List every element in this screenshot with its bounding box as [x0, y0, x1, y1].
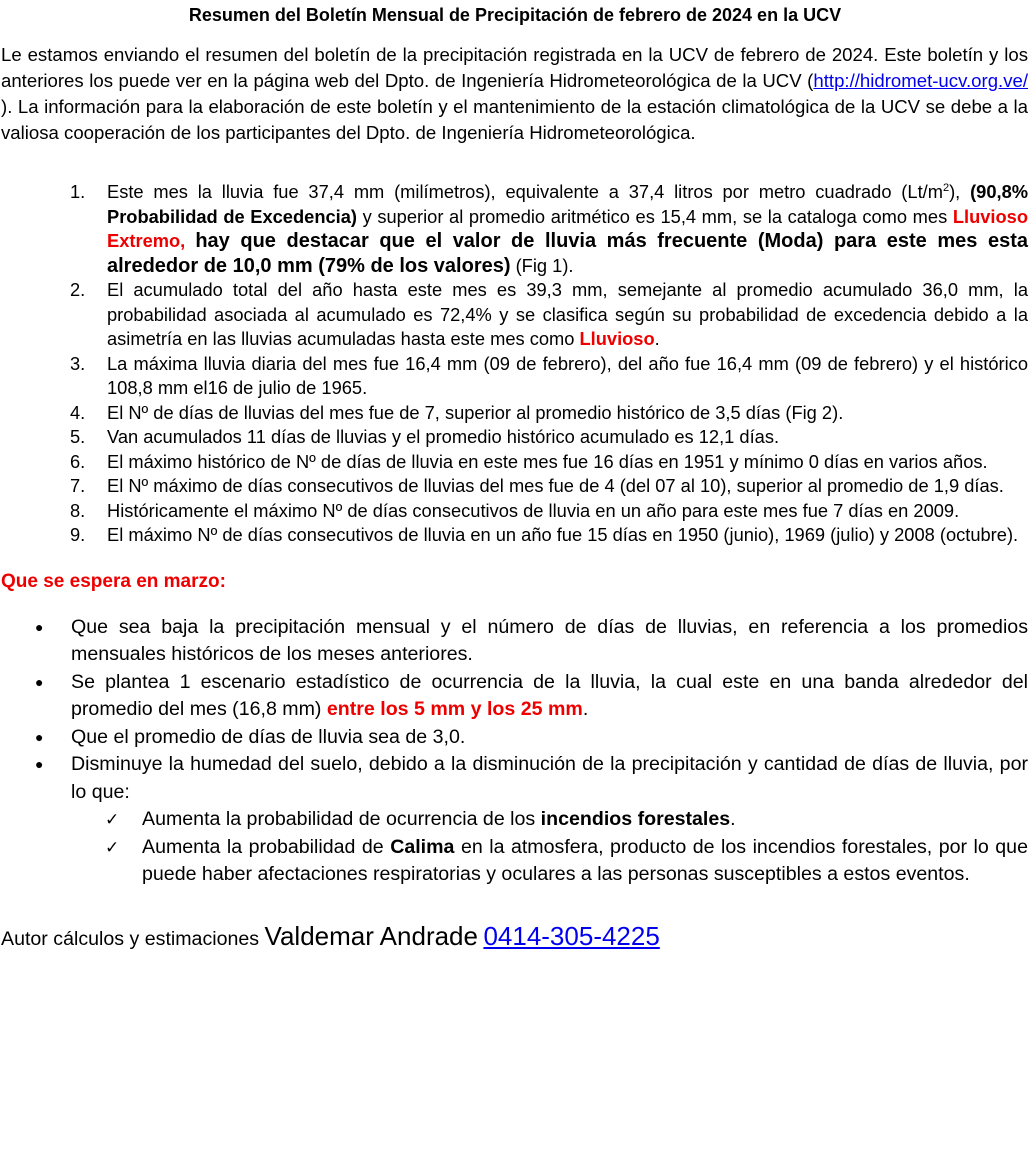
consequence-text: Aumenta la probabilidad de ocurrencia de los	[142, 808, 541, 830]
finding-text: (Fig 1).	[510, 254, 574, 276]
finding-text: ),	[949, 181, 971, 202]
finding-text: El Nº máximo de días consecutivos de lluvias del mes fue de 4 (del 07 al 10), superior al promedio de 1,9 días.	[107, 475, 1004, 496]
finding-item	[0, 450, 1030, 475]
finding-number: 4.	[70, 401, 86, 423]
finding-text: Este mes la lluvia fue 37,4 mm (milímetros), equivalente a 37,4 litros por metro cuadrado (Lt/m	[107, 181, 943, 202]
expectation-text: .	[582, 698, 589, 720]
author-phone-link[interactable]: 0414-305-4225	[483, 920, 660, 951]
finding-text: y superior al promedio aritmético es 15,4 mm, se la cataloga como mes	[356, 205, 953, 227]
finding-text: El Nº de días de lluvias del mes fue de 7, superior al promedio histórico de 3,5 días (Fig 2).	[107, 401, 844, 423]
bullet-icon: ●	[35, 673, 44, 690]
finding-item	[0, 180, 1030, 278]
consequence-item	[71, 806, 1028, 834]
finding-number: 5.	[70, 426, 86, 447]
expectation-item	[0, 724, 1030, 752]
classification-lluvioso: Lluvioso	[579, 328, 655, 349]
expectation-text: Se plantea 1 escenario estadístico de ocurrencia de la lluvia, la cual este en una banda alrededor del promedio del mes (16,8 mm)	[71, 670, 1028, 720]
finding-item	[0, 352, 1030, 401]
checkmark-icon: ✓	[105, 810, 120, 829]
calima-emphasis: Calima	[390, 835, 455, 858]
intro-text-after: ). La información para la elaboración de este boletín y el mantenimiento de la estación climatológica de la UCV se debe a la valiosa cooperación de los participantes del Dpto. de Ingeniería Hidrometeorológica.	[1, 96, 1028, 143]
finding-number: 9.	[70, 524, 86, 545]
expectation-text: Que sea baja la precipitación mensual y el número de días de lluvias, en referencia a los promedios mensuales históricos de los meses anteriores.	[71, 615, 1028, 665]
finding-item	[0, 523, 1030, 548]
rain-range-highlight: entre los 5 mm y los 25 mm	[326, 698, 583, 720]
superscript-2: 2	[942, 181, 950, 194]
expectation-text: Disminuye la humedad del suelo, debido a la disminución de la precipitación y cantidad de días de lluvia, por lo que:	[71, 753, 1028, 803]
bullet-icon: ●	[35, 728, 44, 745]
intro-paragraph	[0, 42, 1030, 146]
bullet-icon: ●	[35, 756, 44, 772]
spacer-text	[185, 230, 195, 251]
finding-item	[0, 278, 1030, 352]
finding-text: .	[654, 328, 660, 349]
consequence-text: .	[730, 808, 736, 830]
incendios-forestales-emphasis: incendios forestales	[540, 808, 731, 830]
expectations-heading: Que se espera en marzo:	[1, 570, 226, 592]
finding-text: El máximo Nº de días consecutivos de lluvia en un año fue 15 días en 1950 (junio), 1969 (julio) y 2008 (octubre).	[107, 524, 1019, 545]
finding-item	[0, 499, 1030, 524]
finding-text: Van acumulados 11 días de lluvias y el promedio histórico acumulado es 12,1 días.	[107, 426, 780, 447]
consequence-text: Aumenta la probabilidad de	[142, 835, 391, 858]
consequence-item	[71, 834, 1028, 889]
finding-number: 1.	[70, 181, 86, 202]
finding-number: 3.	[70, 352, 86, 374]
author-name: Valdemar Andrade	[264, 920, 478, 951]
consequence-text: en la atmosfera, producto de los incendios forestales, por lo que puede haber afectaciones respiratorias y oculares a las personas susceptibles a estos eventos.	[142, 835, 1028, 885]
finding-number: 8.	[70, 499, 86, 521]
finding-text: Históricamente el máximo Nº de días consecutivos de lluvia en un año para este mes fue 7 días en 2009.	[107, 499, 960, 521]
finding-item	[0, 425, 1030, 450]
finding-item	[0, 474, 1030, 499]
expectation-item	[0, 614, 1030, 669]
classification-lluvioso-extremo: Lluvioso Extremo,	[107, 205, 1028, 251]
moda-highlight: hay que destacar que el valor de lluvia más frecuente (Moda) para este mes esta alrededor de 10,0 mm (79% de los valores)	[107, 230, 1028, 277]
intro-text-before: Le estamos enviando el resumen del boletín de la precipitación registrada en la UCV de febrero de 2024. Este boletín y los anteriores los puede ver en la página web del Dpto. de Ingeniería Hidrometeorológica de la UCV (	[1, 44, 1028, 91]
expectation-item	[0, 751, 1030, 889]
author-label: Autor cálculos y estimaciones	[1, 927, 265, 950]
finding-item	[0, 401, 1030, 426]
expectations-list	[0, 614, 1030, 889]
finding-number: 7.	[70, 475, 86, 496]
finding-number: 6.	[70, 450, 86, 472]
expectation-item	[0, 669, 1030, 724]
checkmark-icon: ✓	[105, 837, 120, 857]
finding-text: La máxima lluvia diaria del mes fue 16,4 mm (09 de febrero), del año fue 16,4 mm (09 de febrero) y el histórico 108,8 mm el16 de julio de 1965.	[107, 352, 1028, 398]
hidromet-website-link[interactable]: http://hidromet-ucv.org.ve/	[813, 70, 1028, 91]
consequences-list	[71, 806, 1028, 889]
finding-text: El máximo histórico de Nº de días de lluvia en este mes fue 16 días en 1951 y mínimo 0 días en varios años.	[107, 450, 988, 472]
exceedance-probability: (90,8% Probabilidad de Excedencia)	[107, 181, 1028, 227]
finding-text: El acumulado total del año hasta este mes es 39,3 mm, semejante al promedio acumulado 36,0 mm, la probabilidad asociada al acumulado es 72,4% y se clasifica según su probabilidad de excedencia debido a la asimetría en las lluvias acumuladas hasta este mes como	[107, 279, 1028, 349]
findings-list	[0, 180, 1030, 548]
bullet-icon: ●	[35, 618, 44, 635]
finding-number: 2.	[70, 279, 86, 300]
document-title: Resumen del Boletín Mensual de Precipitación de febrero de 2024 en la UCV	[188, 5, 842, 25]
expectation-text: Que el promedio de días de lluvia sea de 3,0.	[71, 725, 466, 748]
author-line	[1, 919, 1030, 956]
